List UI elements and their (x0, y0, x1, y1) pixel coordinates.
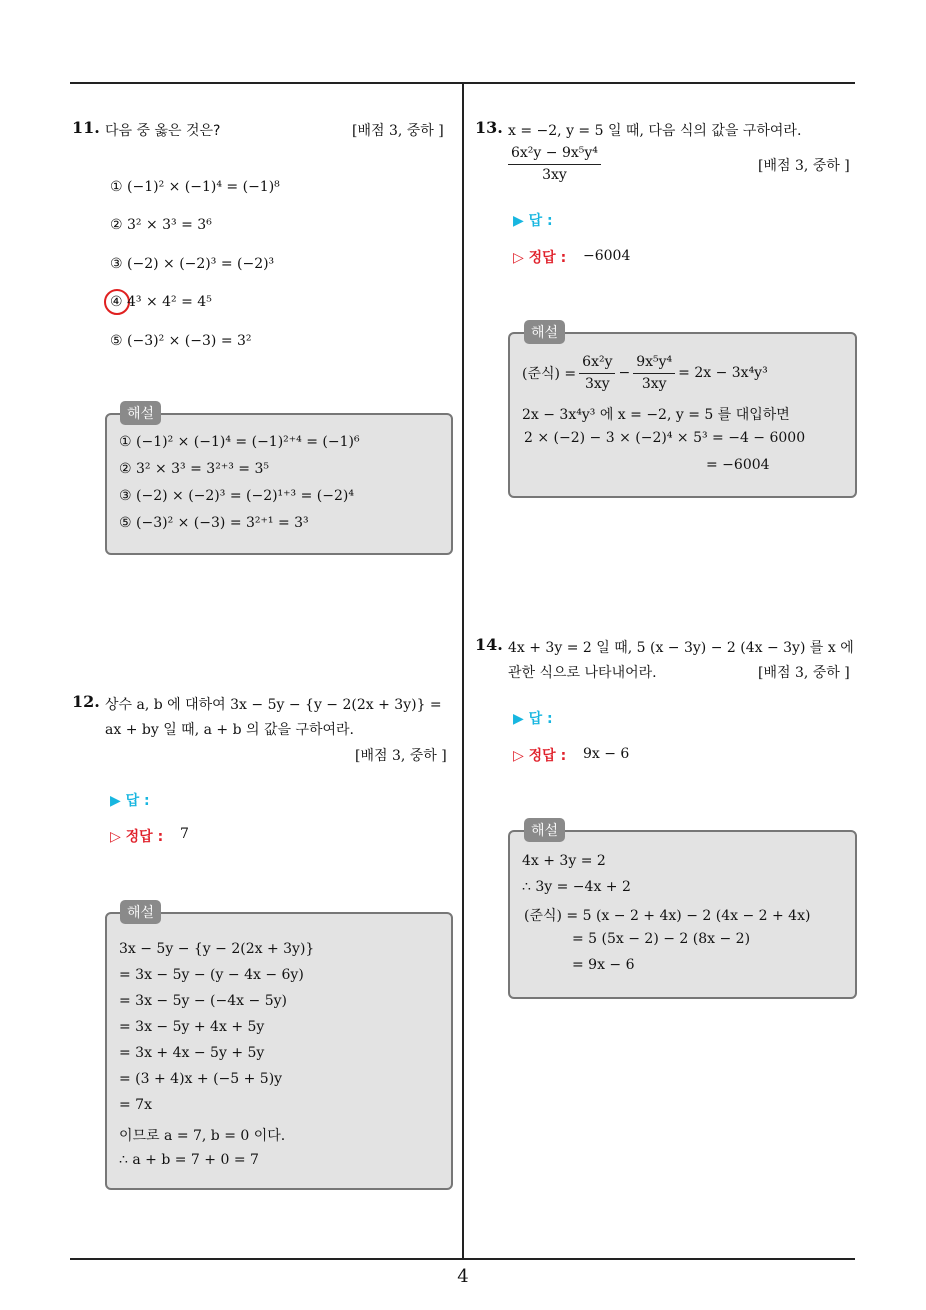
explanation-line: ③ (−2) × (−2)³ = (−2)¹⁺³ = (−2)⁴ (119, 488, 354, 504)
explanation-line: 2 × (−2) − 3 × (−2)⁴ × 5³ = −4 − 6000 (524, 430, 806, 446)
score-label: [배점 3, 중하 ] (758, 158, 850, 174)
explanation-title: 해설 (524, 818, 565, 842)
equation-result: = 2x − 3x⁴y³ (678, 365, 768, 382)
question-number: 14. (475, 635, 503, 654)
bottom-rule (70, 1258, 855, 1260)
explanation-line: ∴ 3y = −4x + 2 (522, 879, 631, 895)
fraction-denominator: 3xy (584, 375, 610, 392)
explanation-line: ⑤ (−3)² × (−3) = 3²⁺¹ = 3³ (119, 515, 309, 531)
choice-4[interactable]: ④ 4³ × 4² = 4⁵ (110, 294, 212, 310)
explanation-box (105, 912, 453, 1190)
explanation-title: 해설 (120, 900, 161, 924)
fraction-denominator: 3xy (641, 375, 667, 392)
choice-1[interactable]: ① (−1)² × (−1)⁴ = (−1)⁸ (110, 179, 280, 195)
question-expression (508, 145, 601, 184)
explanation-line: = 3x + 4x − 5y + 5y (119, 1045, 265, 1061)
choice-2[interactable]: ② 3² × 3³ = 3⁶ (110, 217, 212, 233)
score-label: [배점 3, 중하 ] (355, 748, 447, 764)
question-number: 11. (72, 118, 100, 137)
fraction-numerator: 6x²y (579, 354, 615, 374)
explanation-line: 4x + 3y = 2 (522, 853, 606, 869)
explanation-line: 이므로 a = 7, b = 0 이다. (119, 1128, 286, 1144)
explanation-line: = (3 + 4)x + (−5 + 5)y (119, 1071, 283, 1087)
explanation-line: = 3x − 5y + 4x + 5y (119, 1019, 265, 1035)
explanation-box (105, 413, 453, 555)
answer-label: ▶ 답 : (513, 711, 553, 727)
answer-label: ▶ 답 : (110, 793, 150, 809)
explanation-box (508, 332, 857, 498)
answer-label: ▶ 답 : (513, 213, 553, 229)
correct-answer-value: 7 (180, 826, 189, 842)
equation-prefix: (준식) = (522, 366, 577, 383)
fraction-numerator: 6x²y − 9x⁵y⁴ (508, 145, 601, 165)
column-divider (462, 83, 464, 1259)
correct-answer-label: ▷ 정답 : (513, 748, 567, 764)
explanation-line: (준식) = 5 (x − 2 + 4x) − 2 (4x − 2 + 4x) (524, 908, 811, 924)
choice-3[interactable]: ③ (−2) × (−2)³ = (−2)³ (110, 256, 275, 272)
correct-answer-label: ▷ 정답 : (110, 829, 164, 845)
fraction-denominator: 3xy (542, 166, 567, 183)
correct-answer-value: 9x − 6 (583, 746, 630, 762)
explanation-line: = 7x (119, 1097, 152, 1113)
question-number: 12. (72, 692, 100, 711)
question-text: x = −2, y = 5 일 때, 다음 식의 값을 구하여라. (508, 123, 802, 139)
explanation-line: = −6004 (706, 457, 770, 473)
explanation-line: 3x − 5y − {y − 2(2x + 3y)} (119, 941, 315, 957)
question-text-line2: ax + by 일 때, a + b 의 값을 구하여라. (105, 722, 355, 738)
explanation-title: 해설 (524, 320, 565, 344)
correct-answer-label: ▷ 정답 : (513, 250, 567, 266)
score-label: [배점 3, 중하 ] (758, 665, 850, 681)
correct-answer-value: −6004 (583, 248, 631, 264)
explanation-line: ∴ a + b = 7 + 0 = 7 (119, 1152, 259, 1168)
explanation-line: = 3x − 5y − (y − 4x − 6y) (119, 967, 304, 983)
question-text-line2: 관한 식으로 나타내어라. (508, 665, 657, 681)
explanation-line: = 9x − 6 (572, 957, 635, 973)
explanation-line: ② 3² × 3³ = 3²⁺³ = 3⁵ (119, 461, 269, 477)
question-text: 다음 중 옳은 것은? (105, 123, 221, 139)
choice-5[interactable]: ⑤ (−3)² × (−3) = 3² (110, 333, 252, 349)
explanation-box (508, 830, 857, 999)
score-label: [배점 3, 중하 ] (352, 123, 444, 139)
question-number: 13. (475, 118, 503, 137)
explanation-line: = 5 (5x − 2) − 2 (8x − 2) (572, 931, 751, 947)
explanation-line: = 3x − 5y − (−4x − 5y) (119, 993, 287, 1009)
explanation-line: 2x − 3x⁴y³ 에 x = −2, y = 5 를 대입하면 (522, 407, 790, 423)
fraction-numerator: 9x⁵y⁴ (633, 354, 675, 374)
minus-sign: − (618, 365, 631, 382)
question-text-line1: 4x + 3y = 2 일 때, 5 (x − 3y) − 2 (4x − 3y) 를 x 에 (508, 640, 854, 656)
explanation-title: 해설 (120, 401, 161, 425)
page-number: 4 (457, 1266, 469, 1287)
question-text-line1: 상수 a, b 에 대하여 3x − 5y − {y − 2(2x + 3y)} = (105, 697, 442, 713)
explanation-line: ① (−1)² × (−1)⁴ = (−1)²⁺⁴ = (−1)⁶ (119, 434, 360, 450)
explanation-equation (522, 354, 768, 393)
